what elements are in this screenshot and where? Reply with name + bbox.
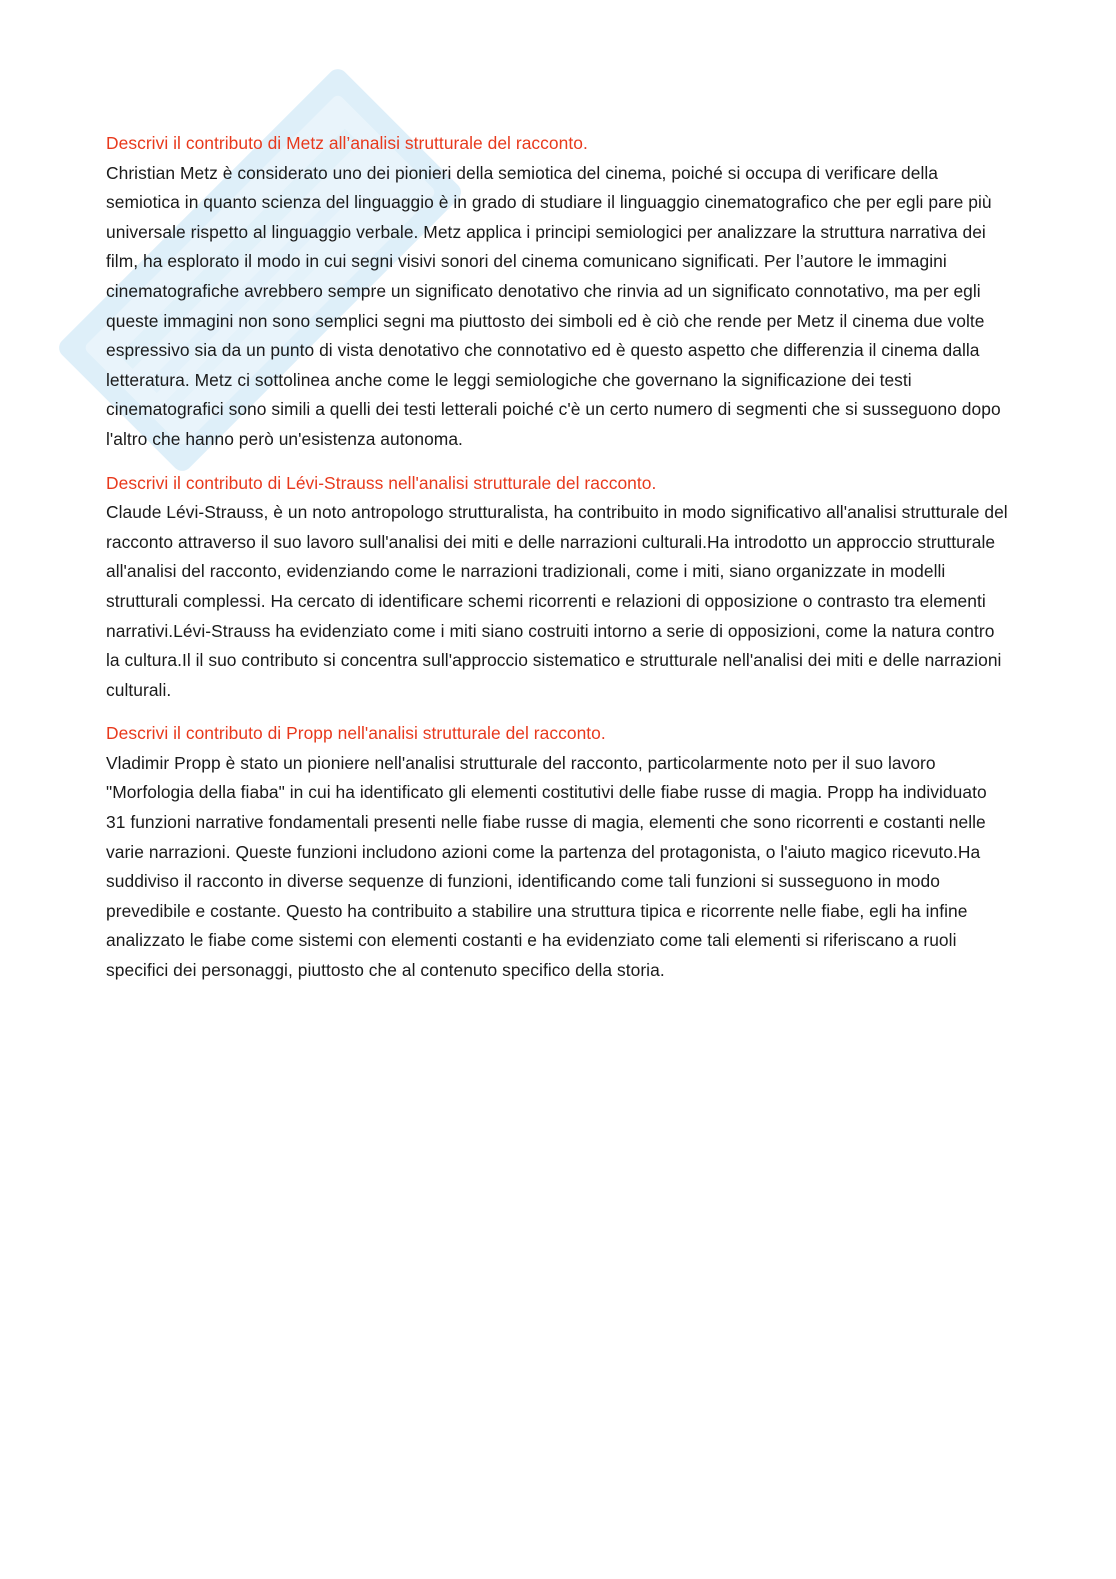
- question-heading: Descrivi il contributo di Metz all’analisi strutturale del racconto.: [106, 133, 588, 153]
- document-body: [106, 129, 1011, 1000]
- section-metz: [106, 129, 1011, 455]
- section-propp: [106, 719, 1011, 985]
- section-levi-strauss: [106, 469, 1011, 706]
- question-heading: Descrivi il contributo di Lévi-Strauss nell'analisi strutturale del racconto.: [106, 472, 657, 493]
- answer-paragraph: Claude Lévi-Strauss, è un noto antropologo strutturalista, ha contribuito in modo significativo all'analisi strutturale del racconto attraverso il suo lavoro sull'analisi dei miti e delle narrazioni culturali.Ha introdotto un approccio strutturale all'analisi del racconto, evidenziando come le narrazioni tradizionali, come i miti, siano organizzate in modelli strutturali complessi. Ha cercato di identificare schemi ricorrenti e relazioni di opposizione o contrasto tra elementi narrativi.Lévi-Strauss ha evidenziato come i miti siano costruiti intorno a serie di opposizioni, come la natura contro la cultura.Il il suo contributo si concentra sull'approccio sistematico e strutturale nell'analisi dei miti e delle narrazioni culturali.: [106, 502, 1008, 700]
- question-heading: Descrivi il contributo di Propp nell'analisi strutturale del racconto.: [106, 723, 606, 744]
- answer-paragraph: Vladimir Propp è stato un pioniere nell'analisi strutturale del racconto, particolarmente noto per il suo lavoro "Morfologia della fiaba" in cui ha identificato gli elementi costitutivi delle fiabe russe di magia. Propp ha individuato 31 funzioni narrative fondamentali presenti nelle fiabe russe di magia, elementi che sono ricorrenti e costanti nelle varie narrazioni. Queste funzioni includono azioni come la partenza del protagonista, o l'aiuto magico ricevuto.Ha suddiviso il racconto in diverse sequenze di funzioni, identificando come tali funzioni si susseguono in modo prevedibile e costante. Questo ha contribuito a stabilire una struttura tipica e ricorrente nelle fiabe, egli ha infine analizzato le fiabe come sistemi con elementi costanti e ha evidenziato come tali elementi si riferiscano a ruoli specifici dei personaggi, piuttosto che al contenuto specifico della storia.: [106, 752, 987, 981]
- answer-paragraph: Christian Metz è considerato uno dei pionieri della semiotica del cinema, poiché si occupa di verificare della semiotica in quanto scienza del linguaggio è in grado di studiare il linguaggio cinematografico che per egli pare più universale rispetto al linguaggio verbale. Metz applica i principi semiologici per analizzare la struttura narrativa dei film, ha esplorato il modo in cui segni visivi sonori del cinema comunicano significati. Per l’autore le immagini cinematografiche avrebbero sempre un significato denotativo che rinvia ad un significato connotativo, ma per egli queste immagini non sono semplici segni ma piuttosto dei simboli ed è ciò che rende per Metz il cinema due volte espressivo sia da un punto di vista denotativo che connotativo ed è questo aspetto che differenzia il cinema dalla letteratura. Metz ci sottolinea anche come le leggi semiologiche che governano la significazione dei testi cinematografici sono simili a quelli dei testi letterali poiché c'è un certo numero di segmenti che si susseguono dopo l'altro che hanno però un'esistenza autonoma.: [106, 162, 1001, 449]
